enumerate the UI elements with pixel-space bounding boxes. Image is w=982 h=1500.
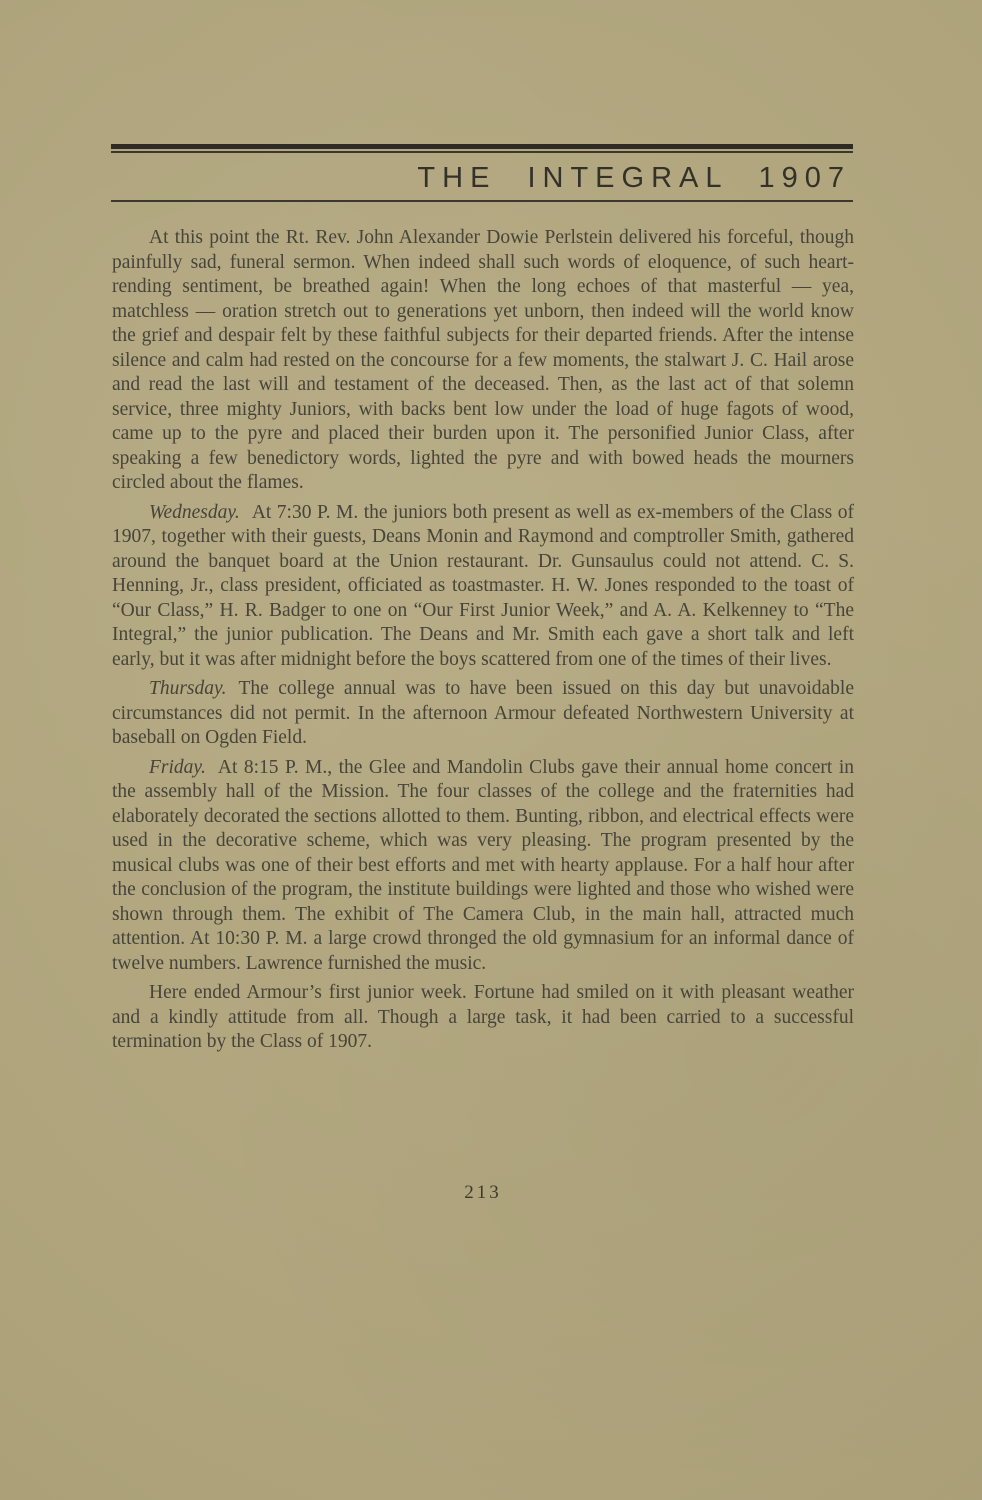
paragraph-text: Here ended Armour’s first junior week. Fortune had smiled on it with pleasant weather and a kindly attitude from all. Though a large task, it had been carried to a successful termination by the Class of 1907. xyxy=(112,982,854,1052)
paragraph-text: The college annual was to have been issued on this day but unavoidable circumstances did not permit. In the afternoon Armour defeated Northwestern University at baseball on Ogden Field. xyxy=(112,678,854,748)
page-title: THE INTEGRAL 1907 xyxy=(417,162,851,194)
paragraph-funeral-sermon xyxy=(112,226,854,496)
paragraph-thursday xyxy=(112,677,854,751)
header-top-rule-thick xyxy=(111,144,853,149)
header-top-rule-thin xyxy=(111,151,853,153)
page-body xyxy=(112,226,854,1055)
paragraph-wednesday xyxy=(112,501,854,673)
paragraph-day-lead: Wednesday. xyxy=(149,501,240,523)
page-number: 213 xyxy=(464,1182,502,1203)
paragraph-conclusion xyxy=(112,981,854,1055)
paragraph-day-lead: Thursday. xyxy=(149,678,227,699)
paragraph-text: At 8:15 P. M., the Glee and Mandolin Clubs gave their annual home concert in the assembly hall of the Mission. The four classes of the college and the fraternities had elaborately decorated the sections allotted to them. Bunting, ribbon, and electrical effects were used in the decorative scheme, which was very pleasing. The program presented by the musical clubs was one of their best efforts and met with hearty applause. For a half hour after the conclusion of the program, the institute buildings were lighted and those who wished were shown through them. The exhibit of The Camera Club, in the main hall, attracted much attention. At 10:30 P. M. a large crowd thronged the old gymnasium for an informal dance of twelve numbers. Lawrence furnished the music. xyxy=(112,756,854,974)
paragraph-text: At this point the Rt. Rev. John Alexander Dowie Perlstein delivered his forceful, though painfully sad, funeral sermon. When indeed shall such words of eloquence, of such heart-rending sentiment, be breathed again! When the long echoes of that masterful — yea, matchless — oration stretch out to generations yet unborn, then indeed will the world know the grief and despair felt by these faithful subjects for their departed friends. After the intense silence and calm had rested on the concourse for a few moments, the stalwart J. C. Hail arose and read the last will and testament of the deceased. Then, as the last act of that solemn service, three mighty Juniors, with backs bent low under the load of huge fagots of wood, came up to the pyre and placed their burden upon it. The personified Junior Class, after speaking a few benedictory words, lighted the pyre and with bowed heads the mourners circled about the flames. xyxy=(112,227,854,493)
paragraph-friday xyxy=(112,756,854,977)
paragraph-text: At 7:30 P. M. the juniors both present as well as ex-members of the Class of 1907, together with their guests, Deans Monin and Raymond and comptroller Smith, gathered around the banquet board at the Union restaurant. Dr. Gunsaulus could not attend. C. S. Henning, Jr., class president, officiated as toastmaster. H. W. Jones responded to the toast of “Our Class,” H. R. Badger to one on “Our First Junior Week,” and A. A. Kelkenney to “The Integral,” the junior publication. The Deans and Mr. Smith each gave a short talk and left early, but it was after midnight before the boys scattered from one of the times of their lives. xyxy=(112,501,854,670)
header-bottom-rule xyxy=(111,200,853,202)
paragraph-day-lead: Friday. xyxy=(149,756,206,778)
page-header xyxy=(111,144,853,202)
